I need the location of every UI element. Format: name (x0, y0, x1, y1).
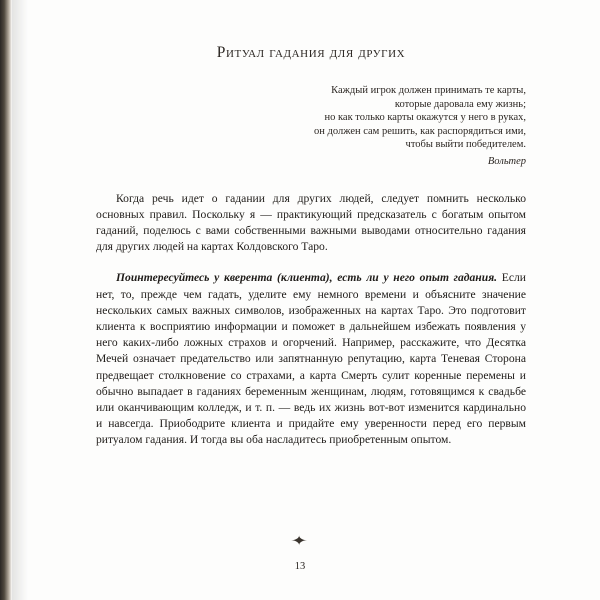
body-text (96, 191, 526, 449)
epigraph-line: Каждый игрок должен принимать те карты, (331, 85, 526, 96)
epigraph-line: которые даровала ему жизнь; (394, 98, 526, 110)
page-content (96, 0, 526, 600)
book-binding-shadow (12, 0, 28, 600)
epigraph-line: он должен сам решить, как распорядиться ими, (314, 125, 526, 137)
page-title: Ритуал гадания для других (216, 44, 406, 61)
epigraph-line: чтобы выйти победителем. (405, 139, 526, 151)
book-binding-edge (0, 0, 12, 600)
paragraph-lead-in: Поинтересуйтесь у кверента (клиента), есть ли у него опыт гадания. (116, 271, 498, 285)
paragraph-intro: Когда речь идет о гадании для других людей, следует помнить несколько основных правил. Поскольку я — практикующий предсказатель с богатым опытом гаданий, поделюсь с вами собственными важными выводами относительно гадания для других людей на картах Колдовского Таро. (96, 191, 526, 254)
paragraph-advice (96, 270, 526, 448)
epigraph-line: но как только карты окажутся у него в руках, (324, 112, 526, 124)
ornament-glyph: ✦ (290, 533, 310, 548)
epigraph-author: Вольтер (487, 155, 526, 167)
page-number: 13 (294, 561, 306, 572)
paragraph-advice-rest: Если нет, то, прежде чем гадать, уделите ему немного времени и объясните значение нескольких самых важных символов, изображенных на картах Таро. Это подготовит клиента к восприятию информации и поможет в дальнейшем избежать появления у него каких-либо ложных страхов и огорчений. Например, расскажите, что Десятка Мечей означает предательство или запятнанную репутацию, карта Теневая Сторона предвещает столкновение со страхами, а карта Смерть сулит коренные перемены и обычно выпадает в гаданиях беременным женщинам, людям, готовящимся к свадьбе или оканчивающим колледж, и т. п. — ведь их жизнь вот-вот изменится кардинально и навсегда. Приободрите клиента и придайте ему уверенности перед его первым ритуалом гадания. И тогда вы оба насладитесь приобретенным опытом. (96, 271, 526, 447)
ornament-divider-icon (0, 534, 600, 548)
epigraph (96, 84, 526, 169)
